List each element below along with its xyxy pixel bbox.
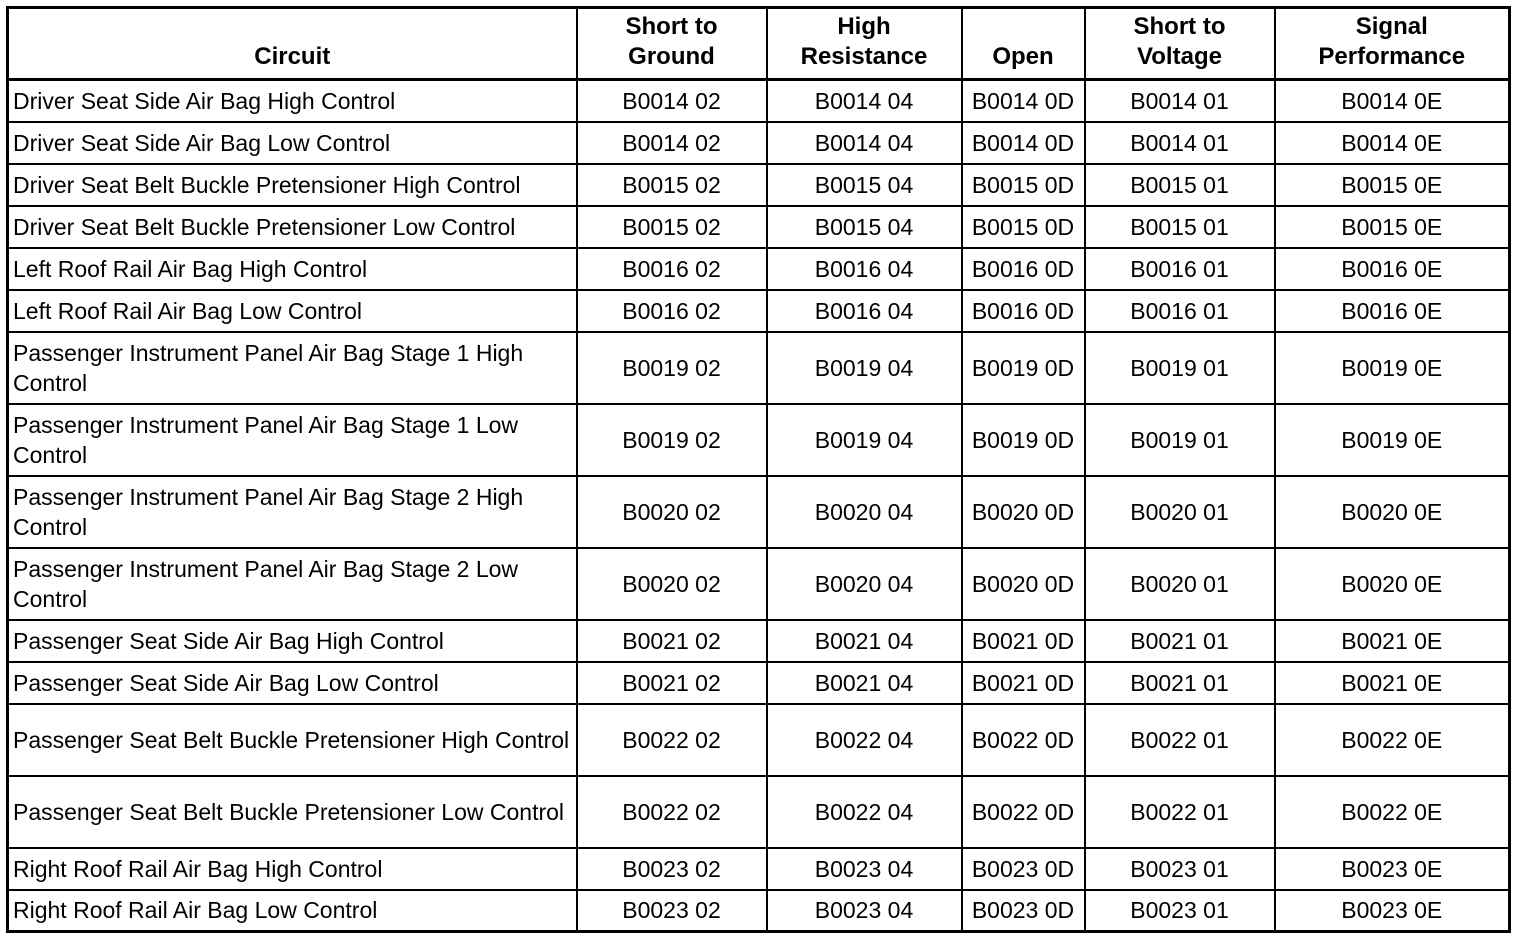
short-to-voltage-cell: B0014 01 [1085, 122, 1275, 164]
header-circuit: Circuit [8, 8, 577, 80]
short-to-ground-cell: B0015 02 [577, 206, 767, 248]
table-row [8, 548, 1510, 620]
short-to-voltage-cell: B0014 01 [1085, 80, 1275, 122]
short-to-ground-cell: B0015 02 [577, 164, 767, 206]
circuit-cell: Passenger Instrument Panel Air Bag Stage 2 High Control [8, 476, 577, 548]
signal-performance-cell: B0021 0E [1275, 662, 1510, 704]
header-high-resistance: High Resistance [767, 8, 962, 80]
signal-performance-cell: B0020 0E [1275, 476, 1510, 548]
short-to-ground-cell: B0023 02 [577, 848, 767, 890]
high-resistance-cell: B0015 04 [767, 206, 962, 248]
table-row [8, 620, 1510, 662]
high-resistance-cell: B0014 04 [767, 80, 962, 122]
header-short-to-voltage: Short to Voltage [1085, 8, 1275, 80]
header-short-to-ground: Short to Ground [577, 8, 767, 80]
high-resistance-cell: B0022 04 [767, 776, 962, 848]
table-row [8, 704, 1510, 776]
header-open: Open [962, 8, 1085, 80]
short-to-voltage-cell: B0022 01 [1085, 776, 1275, 848]
table-row [8, 776, 1510, 848]
signal-performance-cell: B0021 0E [1275, 620, 1510, 662]
signal-performance-cell: B0019 0E [1275, 332, 1510, 404]
signal-performance-cell: B0022 0E [1275, 776, 1510, 848]
short-to-voltage-cell: B0022 01 [1085, 704, 1275, 776]
short-to-voltage-cell: B0019 01 [1085, 404, 1275, 476]
circuit-cell: Passenger Seat Side Air Bag High Control [8, 620, 577, 662]
signal-performance-cell: B0019 0E [1275, 404, 1510, 476]
high-resistance-cell: B0016 04 [767, 290, 962, 332]
circuit-cell: Driver Seat Belt Buckle Pretensioner High Control [8, 164, 577, 206]
circuit-cell: Passenger Instrument Panel Air Bag Stage 2 Low Control [8, 548, 577, 620]
circuit-cell: Passenger Seat Belt Buckle Pretensioner Low Control [8, 776, 577, 848]
short-to-voltage-cell: B0015 01 [1085, 206, 1275, 248]
open-cell: B0023 0D [962, 848, 1085, 890]
table-row [8, 206, 1510, 248]
open-cell: B0021 0D [962, 662, 1085, 704]
open-cell: B0019 0D [962, 332, 1085, 404]
short-to-voltage-cell: B0016 01 [1085, 248, 1275, 290]
open-cell: B0020 0D [962, 548, 1085, 620]
open-cell: B0014 0D [962, 122, 1085, 164]
high-resistance-cell: B0015 04 [767, 164, 962, 206]
short-to-voltage-cell: B0021 01 [1085, 662, 1275, 704]
signal-performance-cell: B0022 0E [1275, 704, 1510, 776]
circuit-cell: Right Roof Rail Air Bag High Control [8, 848, 577, 890]
short-to-ground-cell: B0019 02 [577, 332, 767, 404]
table-row [8, 890, 1510, 932]
short-to-voltage-cell: B0023 01 [1085, 848, 1275, 890]
high-resistance-cell: B0019 04 [767, 404, 962, 476]
open-cell: B0014 0D [962, 80, 1085, 122]
short-to-ground-cell: B0016 02 [577, 248, 767, 290]
short-to-ground-cell: B0023 02 [577, 890, 767, 932]
short-to-voltage-cell: B0016 01 [1085, 290, 1275, 332]
circuit-cell: Passenger Seat Side Air Bag Low Control [8, 662, 577, 704]
open-cell: B0022 0D [962, 704, 1085, 776]
circuit-cell: Driver Seat Side Air Bag High Control [8, 80, 577, 122]
high-resistance-cell: B0022 04 [767, 704, 962, 776]
table-row [8, 476, 1510, 548]
header-row [8, 8, 1510, 80]
table-row [8, 164, 1510, 206]
table-row [8, 404, 1510, 476]
table-row [8, 122, 1510, 164]
table-row [8, 248, 1510, 290]
short-to-voltage-cell: B0021 01 [1085, 620, 1275, 662]
open-cell: B0016 0D [962, 248, 1085, 290]
signal-performance-cell: B0015 0E [1275, 164, 1510, 206]
signal-performance-cell: B0016 0E [1275, 248, 1510, 290]
short-to-voltage-cell: B0019 01 [1085, 332, 1275, 404]
table-row [8, 848, 1510, 890]
open-cell: B0023 0D [962, 890, 1085, 932]
circuit-cell: Right Roof Rail Air Bag Low Control [8, 890, 577, 932]
high-resistance-cell: B0023 04 [767, 890, 962, 932]
circuit-cell: Driver Seat Belt Buckle Pretensioner Low Control [8, 206, 577, 248]
signal-performance-cell: B0016 0E [1275, 290, 1510, 332]
short-to-ground-cell: B0014 02 [577, 80, 767, 122]
table-row [8, 662, 1510, 704]
table-row [8, 290, 1510, 332]
table-row [8, 332, 1510, 404]
high-resistance-cell: B0023 04 [767, 848, 962, 890]
open-cell: B0020 0D [962, 476, 1085, 548]
open-cell: B0021 0D [962, 620, 1085, 662]
short-to-voltage-cell: B0023 01 [1085, 890, 1275, 932]
short-to-ground-cell: B0020 02 [577, 476, 767, 548]
short-to-ground-cell: B0022 02 [577, 704, 767, 776]
high-resistance-cell: B0019 04 [767, 332, 962, 404]
short-to-ground-cell: B0022 02 [577, 776, 767, 848]
short-to-ground-cell: B0019 02 [577, 404, 767, 476]
open-cell: B0015 0D [962, 164, 1085, 206]
signal-performance-cell: B0020 0E [1275, 548, 1510, 620]
high-resistance-cell: B0014 04 [767, 122, 962, 164]
circuit-cell: Driver Seat Side Air Bag Low Control [8, 122, 577, 164]
signal-performance-cell: B0023 0E [1275, 848, 1510, 890]
circuit-cell: Passenger Seat Belt Buckle Pretensioner High Control [8, 704, 577, 776]
high-resistance-cell: B0020 04 [767, 548, 962, 620]
circuit-cell: Left Roof Rail Air Bag High Control [8, 248, 577, 290]
signal-performance-cell: B0015 0E [1275, 206, 1510, 248]
open-cell: B0019 0D [962, 404, 1085, 476]
high-resistance-cell: B0016 04 [767, 248, 962, 290]
dtc-table [6, 6, 1511, 933]
circuit-cell: Left Roof Rail Air Bag Low Control [8, 290, 577, 332]
high-resistance-cell: B0020 04 [767, 476, 962, 548]
header-signal-performance: Signal Performance [1275, 8, 1510, 80]
signal-performance-cell: B0014 0E [1275, 80, 1510, 122]
signal-performance-cell: B0023 0E [1275, 890, 1510, 932]
short-to-voltage-cell: B0020 01 [1085, 476, 1275, 548]
circuit-cell: Passenger Instrument Panel Air Bag Stage 1 Low Control [8, 404, 577, 476]
short-to-ground-cell: B0021 02 [577, 662, 767, 704]
signal-performance-cell: B0014 0E [1275, 122, 1510, 164]
circuit-cell: Passenger Instrument Panel Air Bag Stage 1 High Control [8, 332, 577, 404]
short-to-ground-cell: B0020 02 [577, 548, 767, 620]
short-to-voltage-cell: B0020 01 [1085, 548, 1275, 620]
open-cell: B0016 0D [962, 290, 1085, 332]
short-to-ground-cell: B0014 02 [577, 122, 767, 164]
table-body [8, 80, 1510, 932]
short-to-voltage-cell: B0015 01 [1085, 164, 1275, 206]
short-to-ground-cell: B0021 02 [577, 620, 767, 662]
open-cell: B0022 0D [962, 776, 1085, 848]
high-resistance-cell: B0021 04 [767, 620, 962, 662]
high-resistance-cell: B0021 04 [767, 662, 962, 704]
open-cell: B0015 0D [962, 206, 1085, 248]
short-to-ground-cell: B0016 02 [577, 290, 767, 332]
table-row [8, 80, 1510, 122]
